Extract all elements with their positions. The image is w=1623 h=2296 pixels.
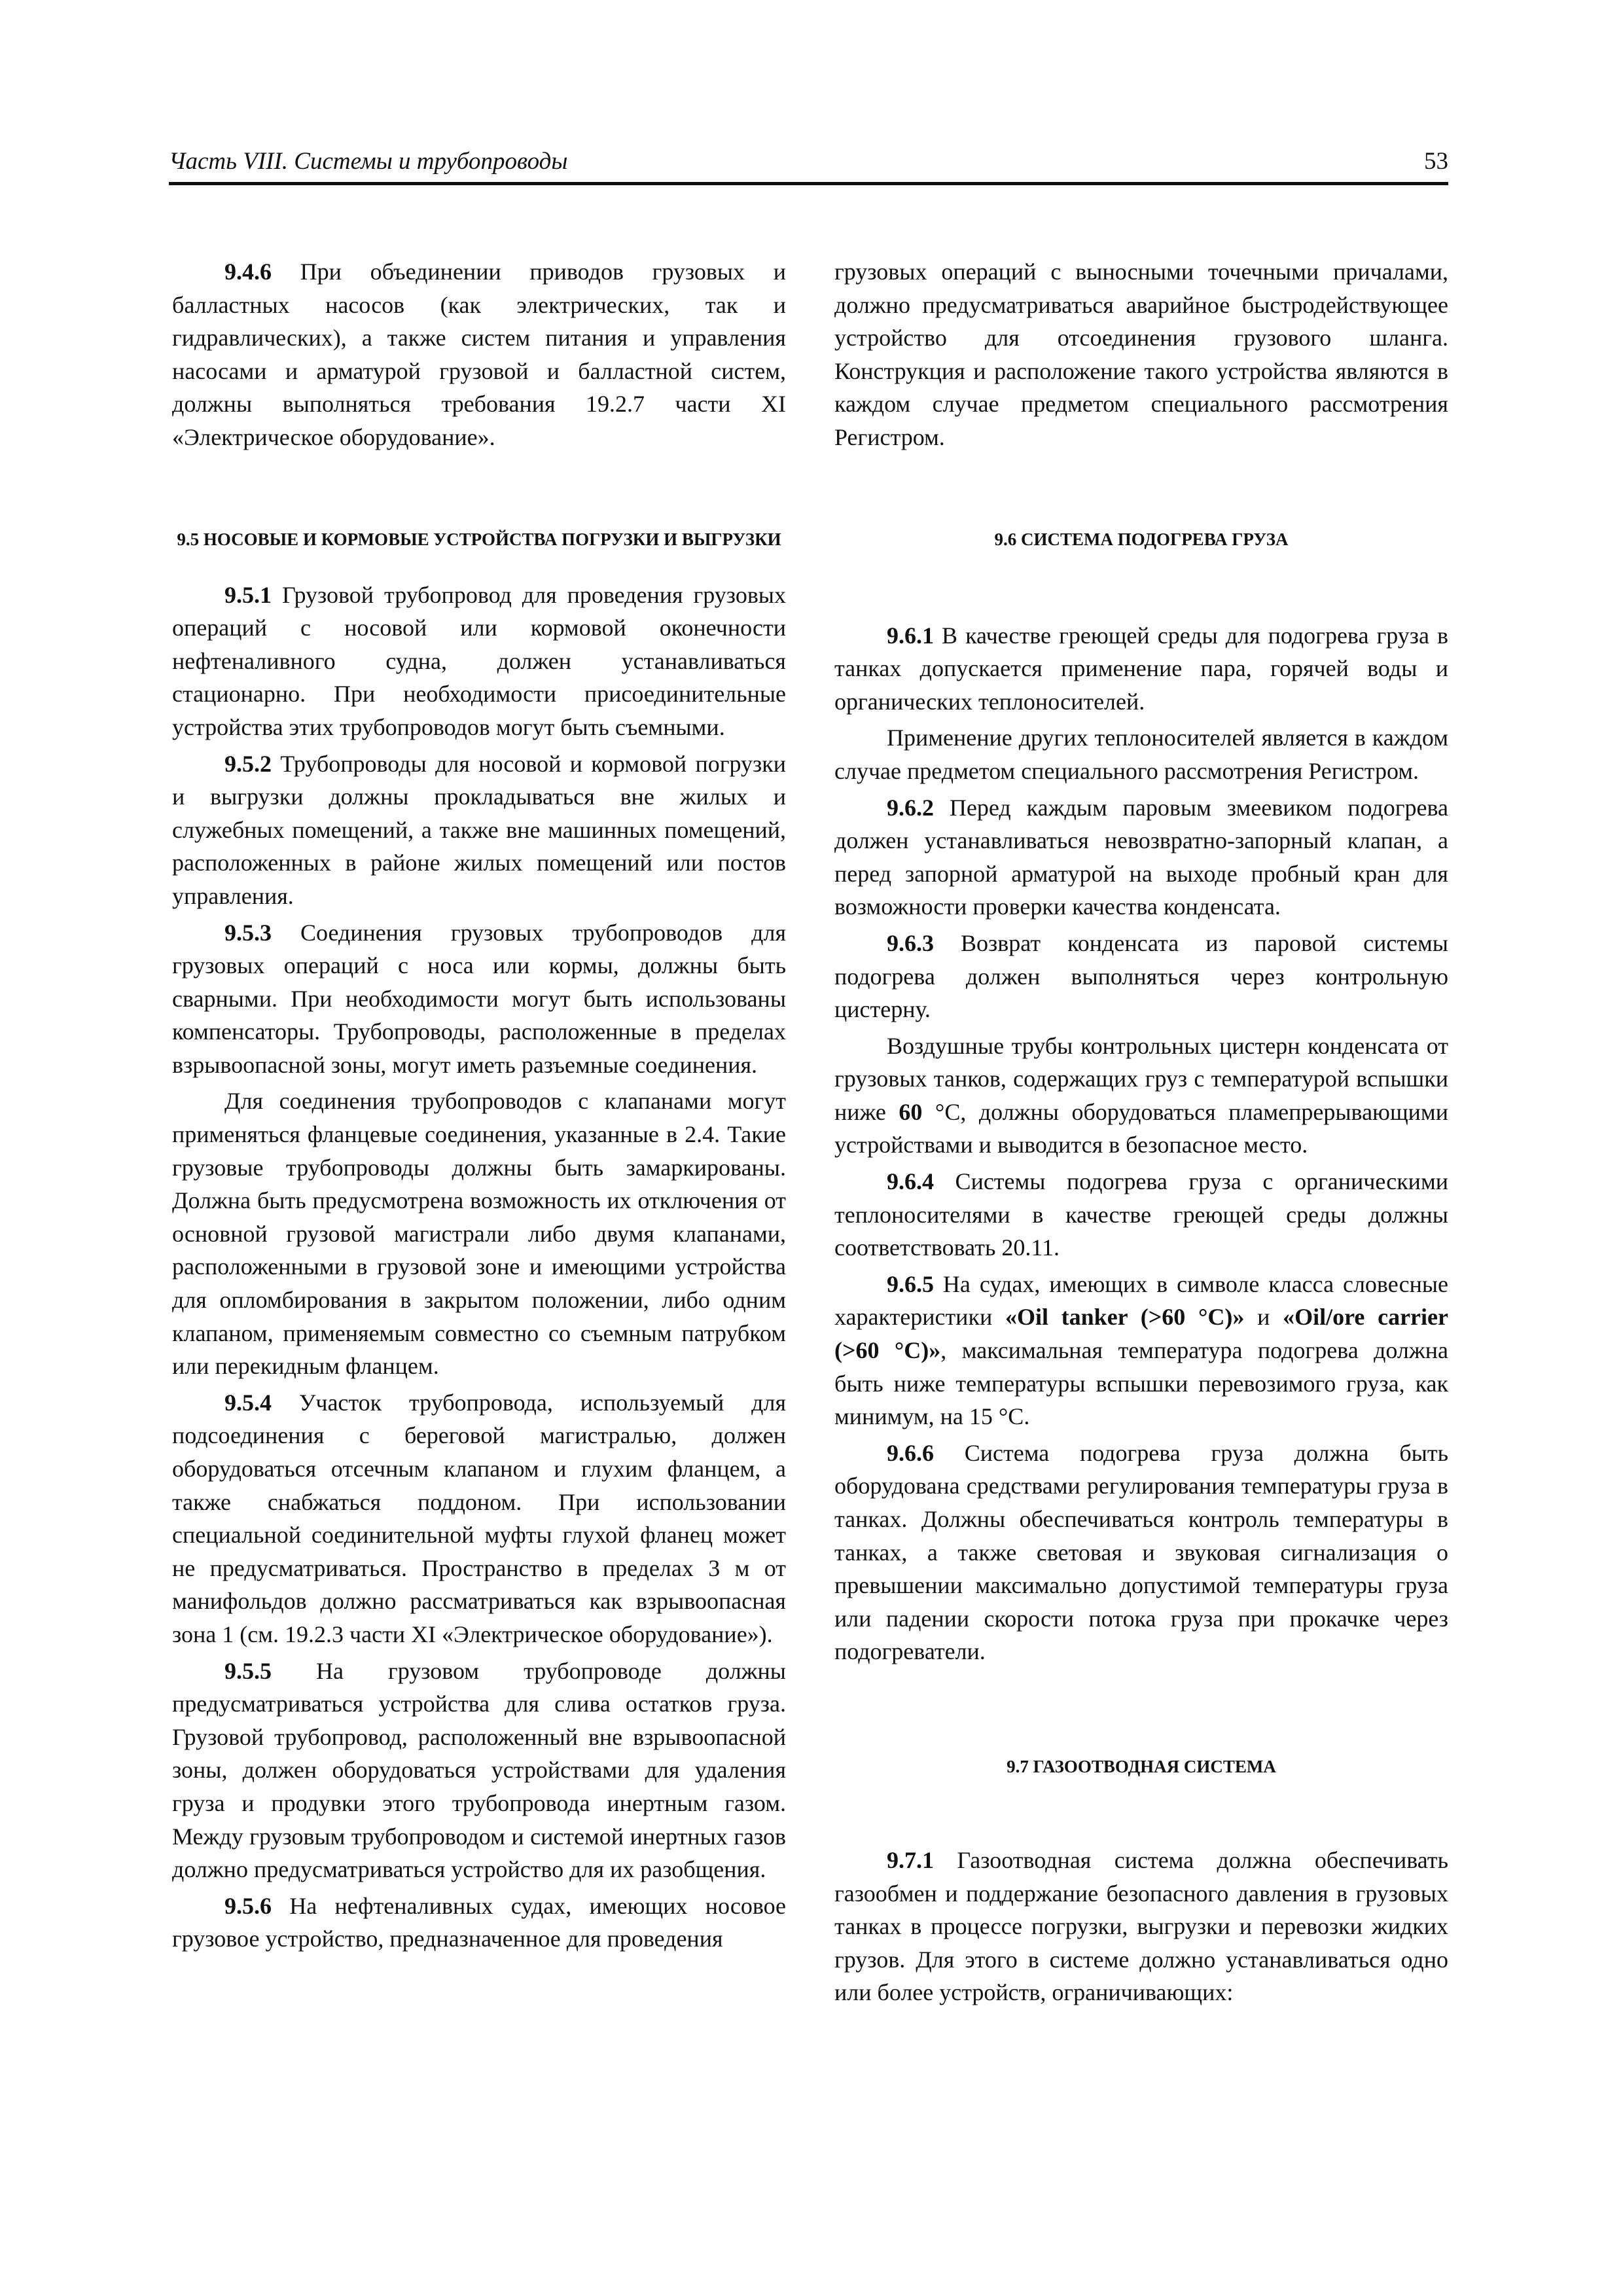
clause-number: 9.5.4	[224, 1389, 272, 1416]
clause-number: 9.4.6	[224, 259, 272, 285]
left-column	[172, 255, 786, 1956]
paragraph-text: Перед каждым паровым змеевиком подогрева должен устанавливаться невозвратно-запорный клапан, а перед запорной арматурой на выходе пробный кран для возможности проверки качества конденсата.	[834, 794, 1448, 920]
page-header	[169, 145, 1448, 185]
paragraph-9-6-3-continued	[834, 1030, 1448, 1162]
paragraph-text: Система подогрева груза должна быть оборудована средствами регулирования температуры груза в танках. Должны обеспечиваться контроль температуры в танках, а также световая и звуковая сигнализация о превышении максимально допустимой температуры груза или падении скорости потока груза при прокачке через подогреватели.	[834, 1439, 1448, 1665]
paragraph-9-5-2	[172, 747, 786, 913]
clause-number: 9.6.2	[887, 794, 934, 821]
clause-number: 9.5.1	[224, 581, 272, 608]
paragraph-9-6-2	[834, 791, 1448, 924]
clause-number: 9.5.3	[224, 919, 272, 946]
class-notation: «Oil/ore carrier (>60 °С)»	[834, 1304, 1448, 1364]
paragraph-text: °С, должны оборудоваться пламепрерывающими устройствами и выводится в безопасное место.	[834, 1098, 1448, 1158]
paragraph-text: Воздушные трубы контрольных цистерн конденсата от грузовых танков, содержащих груз с температурой вспышки ниже	[834, 1032, 1448, 1125]
temperature-value: 60	[899, 1098, 923, 1125]
class-notation: «Oil tanker (>60 °С)»	[1005, 1304, 1245, 1331]
paragraph-text: При объединении приводов грузовых и балластных насосов (как электрических, так и гидравлических), а также систем питания и управления насосами и арматурой грузовой и балластной систем, должны выполняться требования 19.2.7 части XI «Электрическое оборудование».	[172, 259, 786, 450]
paragraph-text: На грузовом трубопроводе должны предусматриваться устройства для слива остатков груза. Грузовой трубопровод, расположенный вне взрывоопасной зоны, должен оборудоваться устройствами для удаления груза и продувки этого трубопровода инертным газом. Между грузовым трубопроводом и системой инертных газов должно предусматриваться устройство для их разобщения.	[172, 1657, 786, 1883]
paragraph-text: На судах, имеющих в символе класса словесные характеристики	[834, 1270, 1448, 1331]
paragraph-9-6-4	[834, 1165, 1448, 1265]
section-heading-9-5: 9.5 НОСОВЫЕ И КОРМОВЫЕ УСТРОЙСТВА ПОГРУЗКИ И ВЫГРУЗКИ	[177, 529, 781, 549]
clause-number: 9.5.6	[224, 1892, 272, 1919]
paragraph-9-5-3-continued: Для соединения трубопроводов с клапанами могут применяться фланцевые соединения, указанные в 2.4. Такие грузовые трубопроводы должны быть замаркированы. Должна быть предусмотрена возможность их отключения от основной грузовой магистрали либо двумя клапанами, расположенными в грузовой зоне и имеющими устройства для опломбирования в закрытом положении, либо одним клапаном, применяемым совместно со съемным патрубком или перекидным фланцем.	[172, 1088, 786, 1380]
right-column	[834, 255, 1448, 2009]
clause-number: 9.6.1	[887, 622, 934, 649]
paragraph-text: Соединения грузовых трубопроводов для грузовых операций с носа или кормы, должны быть сварными. При необходимости могут быть использованы компенсаторы. Трубопроводы, расположенные в пределах взрывоопасной зоны, могут иметь разъемные соединения.	[172, 919, 786, 1078]
paragraph-text: и	[1244, 1304, 1283, 1331]
clause-number: 9.6.3	[887, 929, 934, 956]
page-number: 53	[1424, 148, 1448, 175]
clause-number: 9.6.5	[887, 1270, 934, 1297]
paragraph-text: Возврат конденсата из паровой системы подогрева должен выполняться через контрольную цистерну.	[834, 929, 1448, 1023]
paragraph-text: Трубопроводы для носовой и кормовой погрузки и выгрузки должны прокладываться вне жилых и служебных помещений, а также вне машинных помещений, расположенных в районе жилых помещений или постов управления.	[172, 750, 786, 909]
paragraph-9-5-3	[172, 916, 786, 1082]
clause-number: 9.5.2	[224, 750, 272, 777]
clause-number: 9.6.6	[887, 1439, 934, 1466]
paragraph-9-4-6	[172, 255, 786, 454]
clause-number: 9.6.4	[887, 1168, 934, 1195]
paragraph-text: Участок трубопровода, используемый для подсоединения с береговой магистралью, должен оборудоваться отсечным клапаном и глухим фланцем, а также снабжаться поддоном. При использовании специальной соединительной муфты глухой фланец может не предусматриваться. Пространство в пределах 3 м от манифольдов должно рассматриваться как взрывоопасная зона 1 (см. 19.2.3 части XI «Электрическое оборудование»).	[172, 1389, 786, 1647]
paragraph-9-5-4	[172, 1386, 786, 1651]
section-heading-9-6: 9.6 СИСТЕМА ПОДОГРЕВА ГРУЗА	[994, 529, 1289, 549]
paragraph-text: В качестве греющей среды для подогрева груза в танках допускается применение пара, горячей воды и органических теплоносителей.	[834, 622, 1448, 715]
section-heading-9-7: 9.7 ГАЗООТВОДНАЯ СИСТЕМА	[1007, 1756, 1276, 1776]
clause-number: 9.5.5	[224, 1657, 272, 1684]
paragraph-9-5-6	[172, 1890, 786, 1956]
paragraph-9-5-5	[172, 1655, 786, 1886]
paragraph-text: , максимальная температура подогрева должна быть ниже температуры вспышки перевозимого груза, как минимум, на 15 °С.	[834, 1337, 1448, 1430]
paragraph-9-6-6	[834, 1437, 1448, 1668]
paragraph-9-7-1	[834, 1844, 1448, 2009]
paragraph-9-6-1	[834, 619, 1448, 719]
paragraph-9-6-3	[834, 927, 1448, 1026]
paragraph-9-5-1	[172, 579, 786, 744]
paragraph-text: На нефтеналивных судах, имеющих носовое грузовое устройство, предназначенное для проведения	[172, 1892, 786, 1952]
paragraph-text: Грузовой трубопровод для проведения грузовых операций с носовой или кормовой оконечности нефтеналивного судна, должен устанавливаться стационарно. При необходимости присоединительные устройства этих трубопроводов могут быть съемными.	[172, 581, 786, 740]
paragraph-text: Системы подогрева груза с органическими теплоносителями в качестве греющей среды должны соответствовать 20.11.	[834, 1168, 1448, 1261]
clause-number: 9.7.1	[887, 1846, 934, 1873]
paragraph-9-5-6-continued: грузовых операций с выносными точечными причалами, должно предусматриваться аварийное быстродействующее устройство для отсоединения грузового шланга. Конструкция и расположение такого устройства являются в каждом случае предметом специального рассмотрения Регистром.	[834, 259, 1448, 450]
paragraph-9-6-1-continued: Применение других теплоносителей является в каждом случае предметом специального рассмотрения Регистром.	[834, 725, 1448, 784]
paragraph-9-6-5	[834, 1268, 1448, 1433]
running-title: Часть VIII. Системы и трубопроводы	[169, 148, 568, 175]
paragraph-text: Газоотводная система должна обеспечивать газообмен и поддержание безопасного давления в грузовых танках в процессе погрузки, выгрузки и перевозки жидких грузов. Для этого в системе должно устанавливаться одно или более устройств, ограничивающих:	[834, 1846, 1448, 2006]
